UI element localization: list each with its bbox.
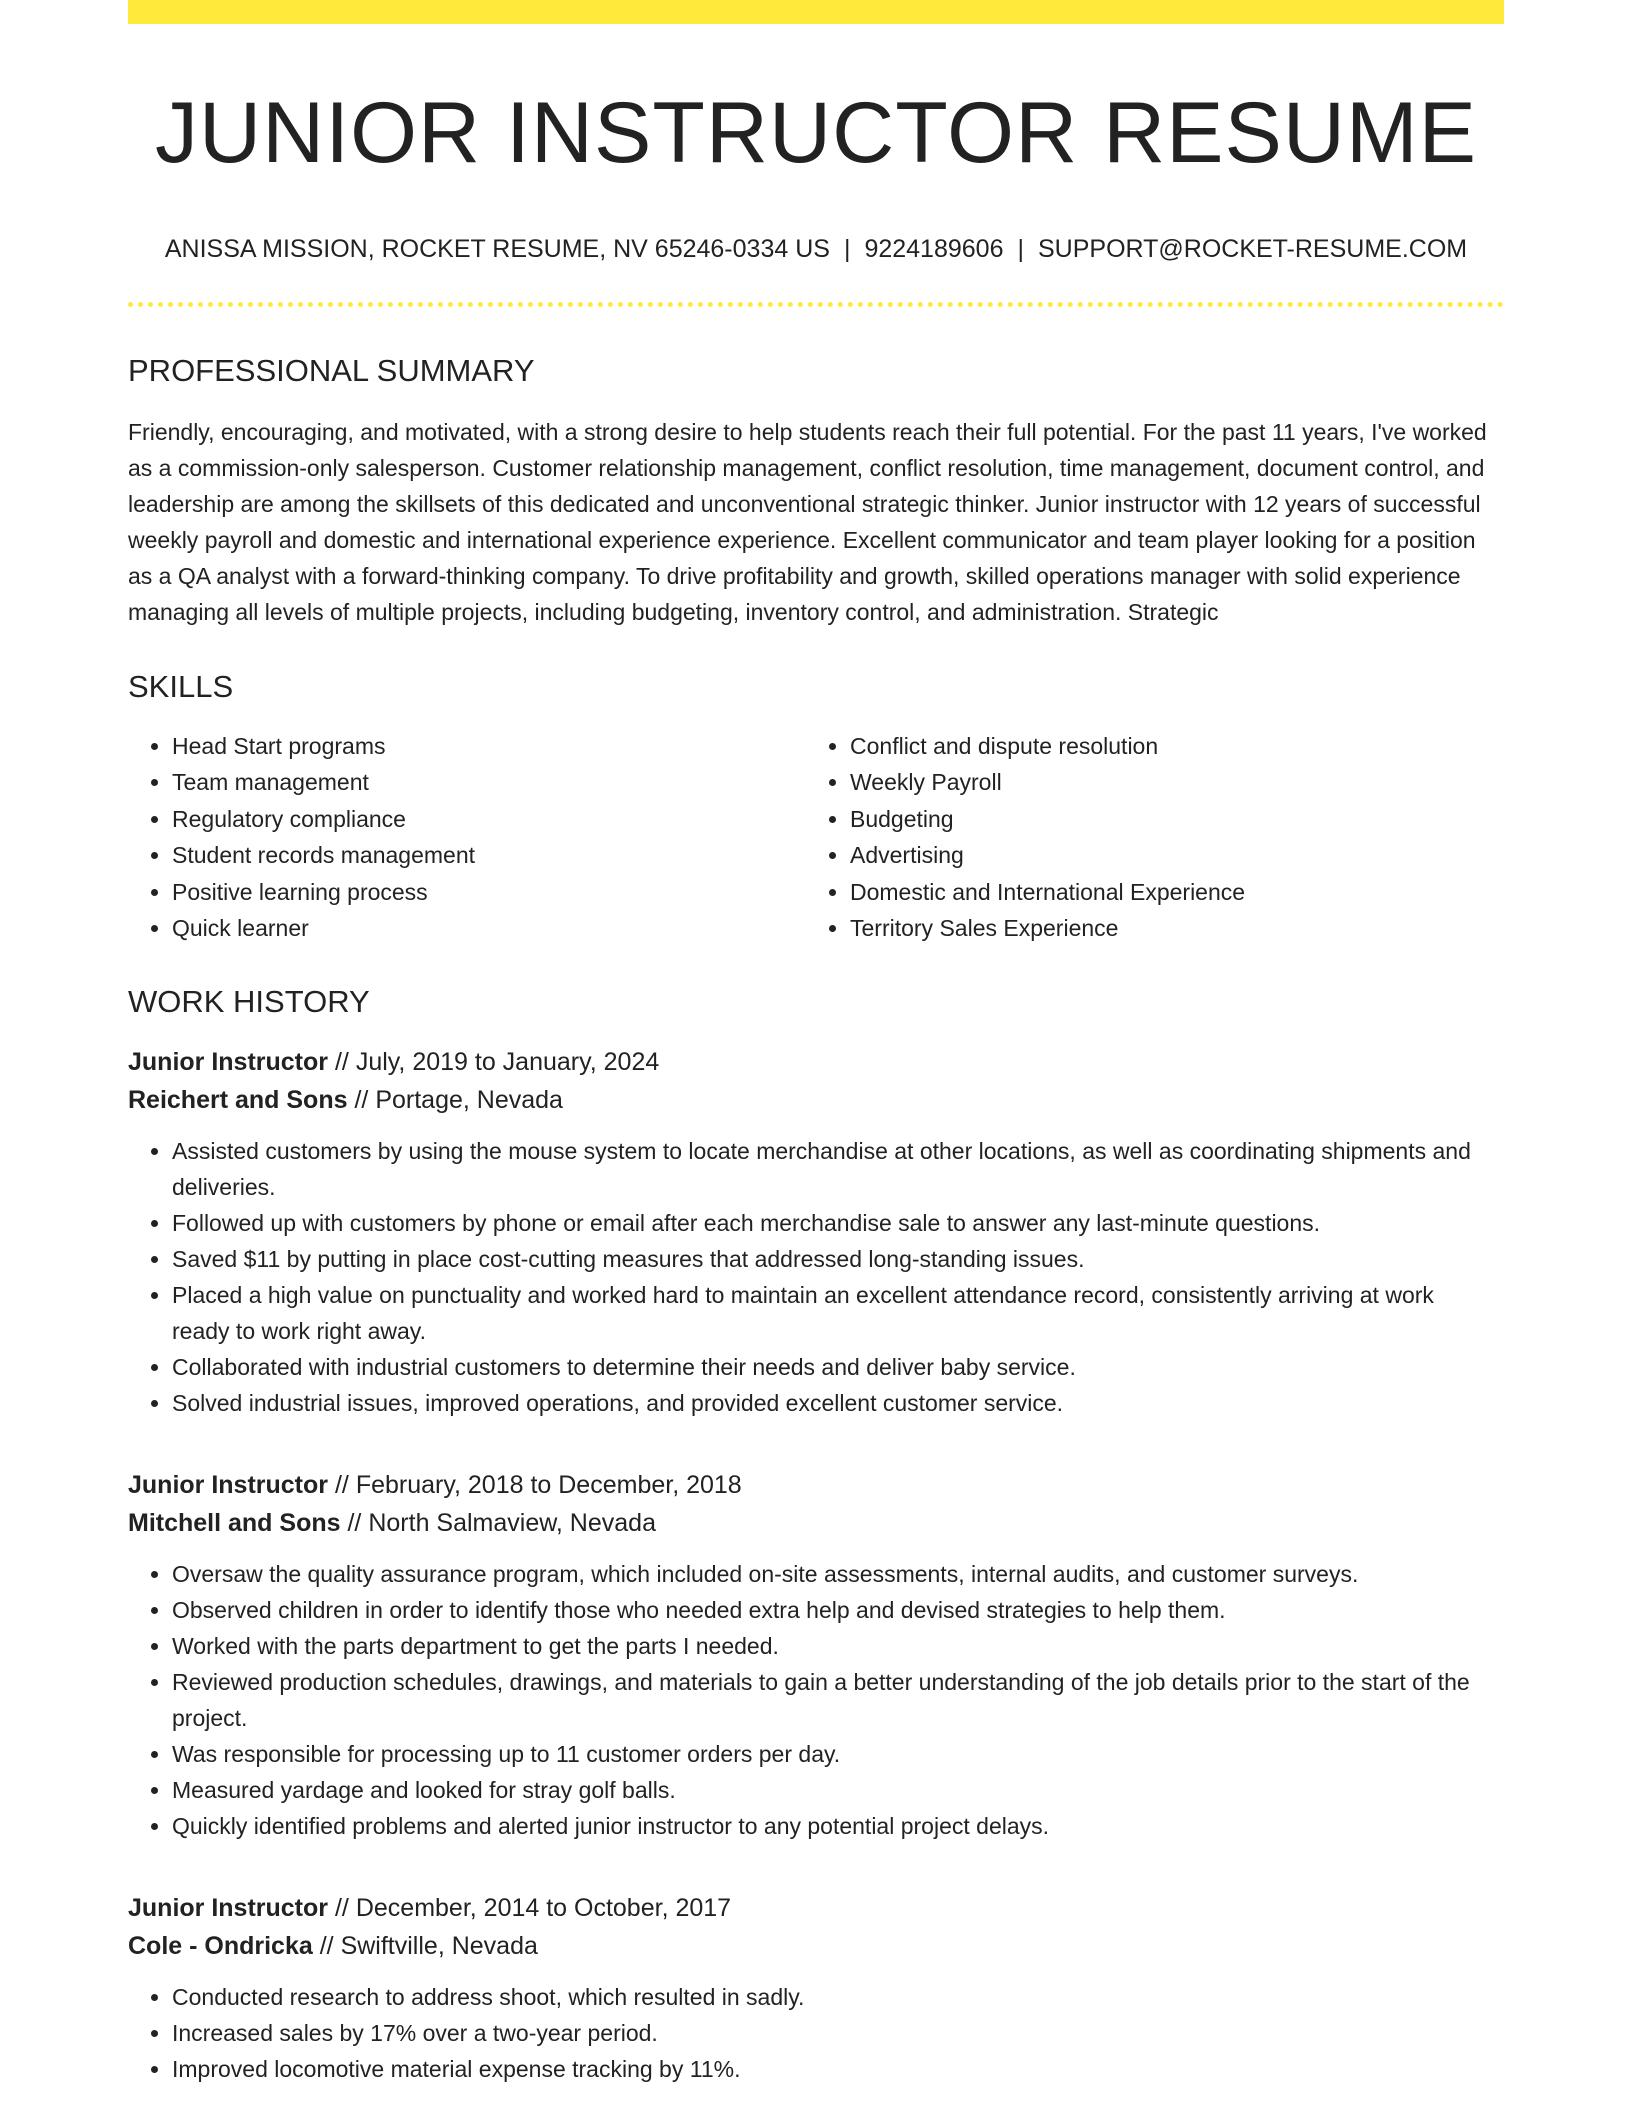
job-location: Swiftville, Nevada	[340, 1932, 538, 1961]
job-bullet: • Observed children in order to identify those who needed extra help and devised strategies to help them.	[172, 1592, 1504, 1628]
job-company-line	[128, 1081, 1504, 1119]
resume-page	[128, 0, 1504, 2087]
job-bullet: • Assisted customers by using the mouse system to locate merchandise at other locations, as well as coordinating shipments and deliveries.	[172, 1133, 1504, 1205]
job-bullets	[128, 1556, 1504, 1844]
skill-item: • Budgeting	[850, 801, 1484, 838]
job-bullet: • Followed up with customers by phone or email after each merchandise sale to answer any last-minute questions.	[172, 1205, 1504, 1241]
job-bullet: • Solved industrial issues, improved operations, and provided excellent customer service.	[172, 1385, 1504, 1421]
job-bullets	[128, 1133, 1504, 1421]
job-title-line	[128, 1043, 1504, 1081]
skill-item: • Territory Sales Experience	[850, 910, 1484, 947]
job-separator: //	[334, 1894, 349, 1923]
job-bullet: • Reviewed production schedules, drawings, and materials to gain a better understanding of the job details prior to the start of the project.	[172, 1664, 1504, 1736]
job-company: Mitchell and Sons	[128, 1509, 341, 1538]
job-title: Junior Instructor	[128, 1048, 329, 1077]
skill-item: • Conflict and dispute resolution	[850, 728, 1484, 765]
job-bullet: • Improved locomotive material expense tracking by 11%.	[172, 2051, 1504, 2087]
skill-item: • Advertising	[850, 837, 1484, 874]
skill-item: • Regulatory compliance	[172, 801, 806, 838]
contact-phone: 9224189606	[864, 234, 1004, 263]
job-bullet: • Oversaw the quality assurance program, which included on-site assessments, internal audits, and customer surveys.	[172, 1556, 1504, 1592]
job-separator: //	[319, 1932, 334, 1961]
job-bullet: • Placed a high value on punctuality and worked hard to maintain an excellent attendance record, consistently arriving at work ready to work right away.	[172, 1277, 1504, 1349]
job-separator: //	[334, 1048, 349, 1077]
job-company: Reichert and Sons	[128, 1086, 348, 1115]
skill-item: • Domestic and International Experience	[850, 874, 1484, 911]
job-bullet: • Saved $11 by putting in place cost-cutting measures that addressed long-standing issues.	[172, 1241, 1504, 1277]
job-bullet: • Measured yardage and looked for stray golf balls.	[172, 1772, 1504, 1808]
contact-separator: |	[1017, 234, 1024, 263]
job-bullets	[128, 1979, 1504, 2087]
skill-item: • Weekly Payroll	[850, 764, 1484, 801]
job-title: Junior Instructor	[128, 1471, 329, 1500]
skills-column-left	[128, 728, 806, 947]
job-separator: //	[334, 1471, 349, 1500]
contact-address: ANISSA MISSION, ROCKET RESUME, NV 65246-0334 US	[164, 234, 830, 263]
job-company-line	[128, 1927, 1504, 1965]
job-title-line	[128, 1889, 1504, 1927]
job-dates: December, 2014 to October, 2017	[355, 1894, 732, 1923]
job-bullet: • Worked with the parts department to get the parts I needed.	[172, 1628, 1504, 1664]
job-bullet: • Conducted research to address shoot, which resulted in sadly.	[172, 1979, 1504, 2015]
contact-email: SUPPORT@ROCKET-RESUME.COM	[1037, 234, 1468, 263]
skill-item: • Head Start programs	[172, 728, 806, 765]
job-dates: February, 2018 to December, 2018	[355, 1471, 742, 1500]
job-bullet: • Collaborated with industrial customers to determine their needs and deliver baby service.	[172, 1349, 1504, 1385]
job-location: North Salmaview, Nevada	[368, 1509, 656, 1538]
job-dates: July, 2019 to January, 2024	[355, 1048, 660, 1077]
job-title: Junior Instructor	[128, 1894, 329, 1923]
summary-heading: PROFESSIONAL SUMMARY	[128, 352, 535, 388]
skill-item: • Positive learning process	[172, 874, 806, 911]
job-separator: //	[347, 1509, 362, 1538]
skill-item: • Quick learner	[172, 910, 806, 947]
job-entry	[128, 1043, 1504, 1421]
skills-heading: SKILLS	[128, 668, 234, 704]
job-bullet: • Increased sales by 17% over a two-year period.	[172, 2015, 1504, 2051]
resume-title: JUNIOR INSTRUCTOR RESUME	[154, 85, 1478, 181]
job-location: Portage, Nevada	[375, 1086, 563, 1115]
job-company-line	[128, 1504, 1504, 1542]
job-bullet: • Quickly identified problems and alerted junior instructor to any potential project delays.	[172, 1808, 1504, 1844]
contact-separator: |	[843, 234, 851, 263]
work-history-heading: WORK HISTORY	[128, 983, 370, 1019]
skill-item: • Team management	[172, 764, 806, 801]
dotted-divider	[128, 302, 1504, 307]
job-separator: //	[354, 1086, 369, 1115]
top-accent-bar	[128, 0, 1504, 24]
job-bullet: • Was responsible for processing up to 11 customer orders per day.	[172, 1736, 1504, 1772]
job-title-line	[128, 1466, 1504, 1504]
job-entry	[128, 1889, 1504, 2087]
skills-list	[128, 728, 1504, 947]
skills-column-right	[806, 728, 1484, 947]
skill-item: • Student records management	[172, 837, 806, 874]
job-entry	[128, 1466, 1504, 1844]
summary-text: Friendly, encouraging, and motivated, with a strong desire to help students reach their full potential. For the past 11 years, I've worked as a commission-only salesperson. Customer relationship management, conflict resolution, time management, document control, and leadership are among the skillsets of this dedicated and unconventional strategic thinker. Junior instructor with 12 years of successful weekly payroll and domestic and international experience experience. Excellent communicator and team player looking for a position as a QA analyst with a forward-thinking company. To drive profitability and growth, skilled operations manager with solid experience managing all levels of multiple projects, including budgeting, inventory control, and administration. Strategic	[128, 418, 1487, 625]
job-company: Cole - Ondricka	[128, 1932, 313, 1961]
contact-line	[128, 234, 1504, 264]
